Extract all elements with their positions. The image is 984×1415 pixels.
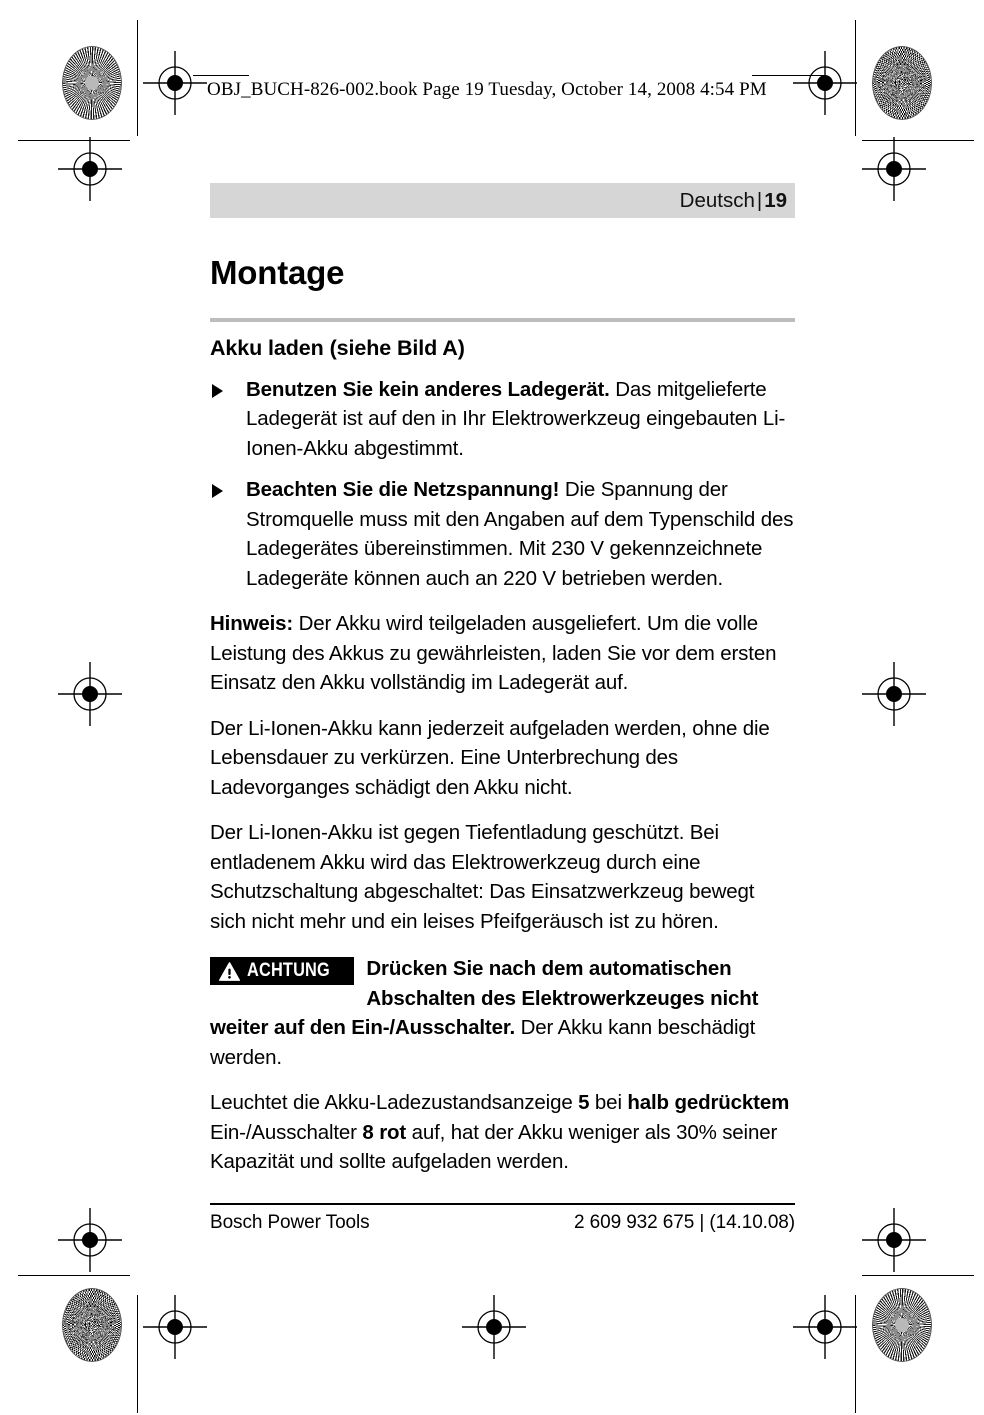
registration-crosshair-icon-left-middle <box>58 662 122 726</box>
list-item-lead: Benutzen Sie kein anderes Ladegerät. <box>246 377 610 401</box>
registration-crosshair-icon-bottom-left <box>143 1295 207 1359</box>
registration-crosshair-icon-left-upper <box>58 137 122 201</box>
note-paragraph <box>210 609 795 698</box>
trim-line-bottom-right <box>855 1295 856 1413</box>
slug-rule-right <box>752 75 824 76</box>
registration-crosshair-icon-right-middle <box>862 662 926 726</box>
slug-rule-left <box>193 75 249 76</box>
page-title: Montage <box>210 254 345 291</box>
page-footer <box>210 1212 795 1234</box>
star-target-icon-top-right <box>872 46 932 120</box>
body-paragraph-3: Der Li-Ionen-Akku ist gegen Tiefentladung geschützt. Bei entladenem Akku wird das Elektrowerkzeug durch eine Schutzschaltung abgeschaltet: Das Einsatzwerkzeug bewegt sich nicht mehr und ein leises Pfeifgeräusch ist zu hören. <box>210 821 755 933</box>
triangle-bullet-icon <box>212 484 223 498</box>
slug-line: OBJ_BUCH-826-002.book Page 19 Tuesday, October 14, 2008 4:54 PM <box>207 79 767 100</box>
status-badge <box>210 957 354 985</box>
final-part-3: Ein-/Ausschalter <box>210 1120 363 1144</box>
registration-crosshair-icon-top-right <box>793 51 857 115</box>
list-item <box>210 375 795 464</box>
body-paragraph-2: Der Li-Ionen-Akku kann jederzeit aufgeladen werden, ohne die Lebensdauer zu verkürzen. Eine Unterbrechung des Ladevorganges schädigt den Akku nicht. <box>210 716 770 799</box>
note-text: Der Akku wird teilgeladen ausgeliefert. Um die volle Leistung des Akkus zu gewährleisten, laden Sie vor dem ersten Einsatz den Akku vollständig im Ladegerät auf. <box>210 612 777 695</box>
list-item-text: Die Spannung der Stromquelle muss mit den Angaben auf dem Typenschild des Ladegerätes übereinstimmen. Mit 230 V gekennzeichnete Ladegeräte können auch an 220 V betrieben werden. <box>246 478 794 590</box>
final-bold-1: halb gedrücktem <box>627 1091 790 1115</box>
registration-crosshair-icon-left-lower <box>58 1208 122 1272</box>
final-part-1: Leuchtet die Akku-Ladezustandsanzeige <box>210 1091 579 1115</box>
note-label: Hinweis: <box>210 612 294 636</box>
page-content <box>210 183 795 1234</box>
footer-left-text: Bosch Power Tools <box>210 1211 370 1233</box>
footer-divider <box>210 1203 795 1205</box>
star-target-icon-bottom-left <box>62 1288 122 1362</box>
registration-crosshair-icon-right-lower <box>862 1208 926 1272</box>
section-divider <box>210 318 795 322</box>
warning-triangle-icon <box>219 962 240 981</box>
star-target-icon-bottom-right <box>872 1288 932 1362</box>
final-part-4: auf, hat der Akku weniger als 30% seiner Kapazität und sollte aufgeladen werden. <box>210 1120 778 1174</box>
callout-lead: Drücken Sie nach dem automatischen Abschalten des Elektrowerkzeuges nicht weiter auf den Ein-/Ausschalter. <box>210 957 759 1040</box>
registration-crosshair-icon-bottom-right <box>793 1295 857 1359</box>
registration-crosshair-icon-top-left <box>143 51 207 115</box>
registration-crosshair-icon-right-upper <box>862 137 926 201</box>
list-item-text: Das mitgelieferte Ladegerät ist auf den in Ihr Elektrowerkzeug eingebauten Li-Ionen-Akku abgestimmt. <box>246 377 786 460</box>
trim-line-top-left <box>137 20 138 136</box>
component-reference-5: 5 <box>578 1091 590 1115</box>
list-item <box>210 475 795 593</box>
body-paragraph-final <box>210 1088 795 1177</box>
trim-line-upper-left <box>18 140 130 141</box>
running-header-separator: | <box>756 189 763 212</box>
list-item-lead: Beachten Sie die Netzspannung! <box>246 478 560 502</box>
registration-crosshair-icon-bottom-center <box>462 1295 526 1359</box>
footer-right-text: 2 609 932 675 | (14.10.08) <box>573 1211 795 1233</box>
final-bold-2: 8 rot <box>362 1120 407 1144</box>
trim-line-top-right <box>855 20 856 136</box>
warning-callout <box>210 954 795 1072</box>
trim-line-bottom-left <box>137 1295 138 1413</box>
star-target-icon-top-left <box>62 46 122 120</box>
badge-label: ACHTUNG <box>247 960 330 982</box>
trim-line-upper-right <box>862 140 974 141</box>
running-header-language: Deutsch <box>679 189 755 212</box>
trim-line-lower-left <box>18 1275 130 1276</box>
final-part-2: bei <box>589 1091 628 1115</box>
trim-line-lower-right <box>862 1275 974 1276</box>
running-header <box>210 183 795 218</box>
running-header-page-number: 19 <box>764 189 787 212</box>
safety-bullet-list <box>210 375 795 594</box>
triangle-bullet-icon <box>212 384 223 398</box>
section-heading: Akku laden (siehe Bild A) <box>210 335 465 360</box>
callout-text: Der Akku kann beschädigt werden. <box>210 1016 756 1069</box>
